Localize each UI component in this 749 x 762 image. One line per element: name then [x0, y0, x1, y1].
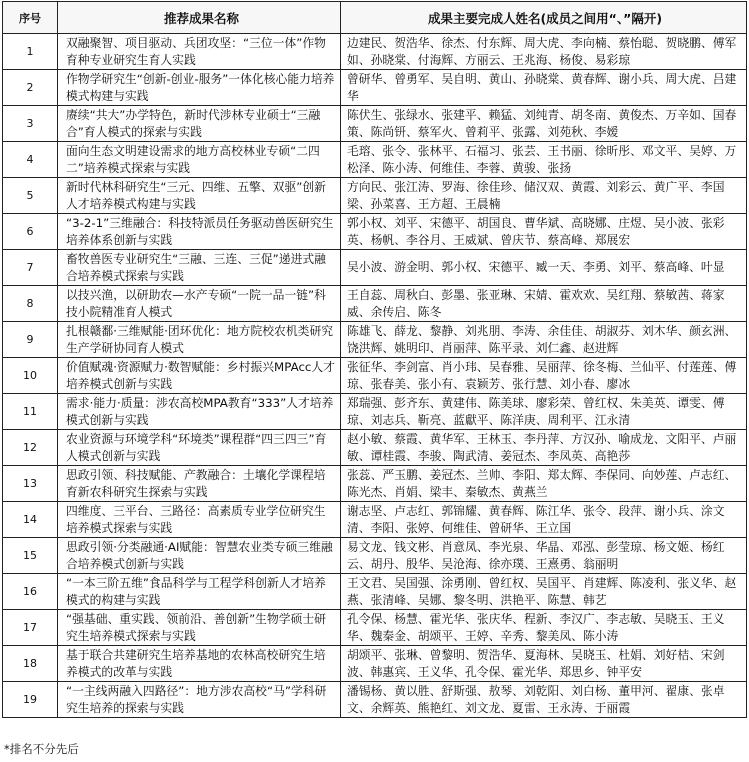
row-people: 张蕊、严玉鹏、姜冠杰、兰帅、李阳、郑太辉、李保同、向妙莲、卢志红、陈光杰、肖娟、梁丰、秦敏杰、黄燕兰	[347, 467, 737, 499]
table-row	[3, 358, 747, 394]
table-row	[3, 106, 747, 142]
row-number: 13	[23, 477, 37, 490]
table-row	[3, 466, 747, 502]
row-number: 14	[23, 513, 37, 526]
row-title: 需求·能力·质量：涉农高校MPA教育“333”人才培养模式创新与实践	[66, 395, 334, 427]
header-title: 推荐成果名称	[58, 2, 341, 34]
row-people: 王文君、吴国强、涂勇刚、曾红权、吴国平、肖建辉、陈凌利、张义华、赵燕、张清峰、吴娜、黎冬明、洪艳平、陈慧、韩艺	[347, 575, 737, 607]
row-title-cell	[58, 466, 341, 502]
row-number-cell	[3, 466, 58, 502]
row-number: 5	[26, 189, 34, 202]
table-row	[3, 610, 747, 646]
row-title-cell	[58, 358, 341, 394]
row-number: 3	[26, 117, 34, 130]
row-people: 胡颂平、张琳、曾黎明、贺浩华、夏海林、吴晓玉、杜娟、刘好桔、宋剑波、韩惠宾、王义华、孔令保、霍光华、郑思乡、钟平安	[347, 647, 725, 679]
table-row	[3, 322, 747, 358]
row-title-cell	[58, 286, 341, 322]
row-title-cell	[58, 610, 341, 646]
row-title: “强基础、重实践、领前沿、善创新”生物学硕士研究生培养模式探索与实践	[66, 611, 326, 643]
table-row	[3, 394, 747, 430]
row-number-cell	[3, 322, 58, 358]
row-number-cell	[3, 646, 58, 682]
row-people-cell	[341, 574, 747, 610]
row-title-cell	[58, 574, 341, 610]
table-row	[3, 142, 747, 178]
results-table	[2, 1, 747, 718]
row-people: 吴小波、游金明、郭小权、宋德平、臧一天、李勇、刘平、蔡高峰、叶显	[347, 260, 725, 274]
row-title: 面向生态文明建设需求的地方高校林业专硕“二四二”培养模式探索与实践	[66, 143, 320, 175]
row-number-cell	[3, 250, 58, 286]
row-title-cell	[58, 682, 341, 718]
row-number-cell	[3, 502, 58, 538]
row-number: 12	[23, 441, 37, 454]
row-number: 6	[26, 225, 34, 238]
row-number: 17	[23, 621, 37, 634]
row-people: 陈伏生、张绿水、张建平、赖猛、刘纯青、胡冬南、黄俊杰、万辛如、国春策、陈尚钘、蔡军火、曾莉平、张露、刘苑秋、李嫒	[347, 107, 737, 139]
row-title: “3-2-1”三维融合：科技特派员任务驱动兽医研究生培养体系创新与实践	[66, 215, 334, 247]
row-number-cell	[3, 610, 58, 646]
row-number: 10	[23, 369, 37, 382]
row-title-cell	[58, 106, 341, 142]
row-people: 王自蕊、周秋白、彭墨、张亚琳、宋婧、霍欢欢、吴红翔、蔡敏茜、蒋家威、余传启、陈冬	[347, 287, 725, 319]
row-title-cell	[58, 34, 341, 70]
row-people-cell	[341, 646, 747, 682]
row-title: 思政引领、科技赋能、产教融合：土壤化学课程培育新农科研究生探索与实践	[66, 467, 326, 499]
row-title: 基于联合共建研究生培养基地的农林高校研究生培养模式的改革与实践	[66, 647, 326, 679]
row-number: 16	[23, 585, 37, 598]
row-title: 四维度、三平台、三路径：高素质专业学位研究生培养模式探索与实践	[66, 503, 326, 535]
footnote: *排名不分先后	[4, 742, 79, 756]
row-people: 郑瑞强、彭齐东、黄建伟、陈美球、廖彩荣、曾红权、朱美英、谭雯、傅琼、刘志兵、靳亮、蓝獻平、陈洋庚、周利平、江永清	[347, 395, 725, 427]
row-title-cell	[58, 178, 341, 214]
row-number-cell	[3, 682, 58, 718]
row-people-cell	[341, 682, 747, 718]
table-row	[3, 250, 747, 286]
row-people-cell	[341, 502, 747, 538]
row-people-cell	[341, 358, 747, 394]
row-people: 陈雄飞、薛龙、黎静、刘兆朋、李涛、余佳佳、胡淑芬、刘木华、颜玄洲、饶洪辉、姚明印、肖丽萍、陈平录、刘仁鑫、赵进辉	[347, 323, 737, 355]
row-number-cell	[3, 178, 58, 214]
row-people-cell	[341, 178, 747, 214]
row-title: 思政引领·分类融通·AI赋能：智慧农业类专硕三维融合培养模式创新与实践	[66, 539, 333, 571]
header-people: 成果主要完成人姓名(成员之间用“、”隔开)	[341, 2, 747, 34]
row-people: 郭小权、刘平、宋德平、胡国良、曹华斌、高晓娜、庄煜、吴小波、张彩英、杨帆、李谷月、王威斌、曾庆节、蔡高峰、郑展宏	[347, 215, 725, 247]
row-title: 赓续“共大”办学特色，新时代涉林专业硕士“三融合”育人模式的探索与实践	[66, 107, 321, 139]
row-number-cell	[3, 70, 58, 106]
row-title: “一本三阶五维”食品科学与工程学科创新人才培养模式的构建与实践	[66, 575, 326, 607]
row-people-cell	[341, 286, 747, 322]
row-people: 谢志坚、卢志红、郭锦耀、黄春辉、陈江华、张令、段萍、谢小兵、涂文清、李阳、张婷、何维佳、曾研华、王立国	[347, 503, 725, 535]
row-number: 15	[23, 549, 37, 562]
row-number-cell	[3, 430, 58, 466]
row-people-cell	[341, 142, 747, 178]
row-title: 双融聚智、项目驱动、兵团攻坚：“三位一体”作物育种专业研究生育人实践	[66, 35, 326, 67]
row-number: 11	[23, 405, 37, 418]
row-people-cell	[341, 538, 747, 574]
row-people-cell	[341, 250, 747, 286]
table-row	[3, 682, 747, 718]
table-row	[3, 646, 747, 682]
row-people-cell	[341, 214, 747, 250]
row-number-cell	[3, 358, 58, 394]
row-title: “一主线两融入四路径”：地方涉农高校“马”学科研究生培养的探索与实践	[66, 683, 327, 715]
row-title-cell	[58, 70, 341, 106]
table-row	[3, 538, 747, 574]
row-number-cell	[3, 394, 58, 430]
table-body	[3, 34, 747, 718]
header-number: 序号	[3, 2, 58, 34]
row-number: 7	[26, 261, 34, 274]
row-people: 毛瑢、张令、张林平、石福习、张芸、王书丽、徐昕彤、邓文平、吴婷、万松泽、陈小涛、何维佳、李蓉、黄骏、张扬	[347, 143, 737, 175]
row-number: 4	[26, 153, 34, 166]
row-title-cell	[58, 250, 341, 286]
row-title: 作物学研究生“创新-创业-服务”一体化核心能力培养模式构建与实践	[66, 71, 335, 103]
row-people: 方向民、张江涛、罗海、徐佳珍、储汉双、黄霞、刘彩云、黄广平、李国梁、孙菜喜、王方超、王晨楠	[347, 179, 725, 211]
row-title-cell	[58, 538, 341, 574]
row-number: 9	[26, 333, 34, 346]
row-people-cell	[341, 322, 747, 358]
row-title-cell	[58, 646, 341, 682]
row-people: 潘锡杨、黄以胜、舒斯强、敖琴、刘乾阳、刘白杨、董甲河、翟康、张卓文、余辉英、熊艳红、刘文龙、夏雷、王永涛、于丽霞	[347, 683, 725, 715]
row-number-cell	[3, 142, 58, 178]
row-people: 边建民、贺浩华、徐杰、付东辉、周大虎、李向楠、蔡怡聪、贺晓鹏、傅军如、孙晓棠、付海辉、方丽云、王兆海、杨俊、易彩琼	[347, 35, 737, 67]
row-people-cell	[341, 394, 747, 430]
row-people: 赵小敏、蔡霞、黄华军、王林玉、李丹萍、方汉孙、喻成龙、文阳平、卢丽敏、谭桂霞、李骏、陶武清、姜冠杰、李凤英、高艳莎	[347, 431, 737, 463]
table-row	[3, 574, 747, 610]
row-title-cell	[58, 394, 341, 430]
row-number: 2	[26, 81, 34, 94]
row-title-cell	[58, 502, 341, 538]
row-title-cell	[58, 214, 341, 250]
table-header-row	[3, 2, 747, 34]
row-number: 19	[23, 693, 37, 706]
row-number: 8	[26, 297, 34, 310]
row-title: 新时代林科研究生“三元、四维、五擎、双驱”创新人才培养模式构建与实践	[66, 179, 326, 211]
table-row	[3, 34, 747, 70]
row-number: 18	[23, 657, 37, 670]
row-people-cell	[341, 106, 747, 142]
row-number-cell	[3, 538, 58, 574]
row-number-cell	[3, 106, 58, 142]
row-number-cell	[3, 286, 58, 322]
row-title-cell	[58, 430, 341, 466]
row-people: 易文龙、钱文彬、肖意凤、李光泉、华晶、邓泓、彭莹琼、杨文姬、杨红云、胡丹、殷华、吴沧海、徐亦璞、王熹勇、翁丽明	[347, 539, 725, 571]
table-row	[3, 214, 747, 250]
row-title: 价值赋魂·资源赋力·数智赋能：乡村振兴MPAcc人才培养模式创新与实践	[66, 359, 336, 391]
row-number-cell	[3, 574, 58, 610]
table-row	[3, 178, 747, 214]
table-row	[3, 430, 747, 466]
row-people: 曾研华、曾勇军、吴自明、黄山、孙晓棠、黄春辉、谢小兵、周大虎、吕建华	[347, 71, 737, 103]
row-title: 扎根赣鄱·三维赋能·团环优化：地方院校农机类研究生产学研协同育人模式	[66, 323, 334, 355]
row-number: 1	[26, 45, 34, 58]
row-people-cell	[341, 466, 747, 502]
row-title-cell	[58, 322, 341, 358]
table-row	[3, 502, 747, 538]
row-title: 畜牧兽医专业研究生“三融、三连、三促”递进式融合培养模式探索与实践	[66, 251, 326, 283]
row-title: 农业资源与环境学科“环境类”课程群“四三四三”育人模式创新与实践	[66, 431, 327, 463]
row-people: 张征华、李剑富、肖小玮、吴春雅、吴丽萍、徐冬梅、兰仙平、付莲莲、傅琼、张春美、张小有、袁颖芳、张行慧、刘小春、廖冰	[347, 359, 737, 391]
row-title-cell	[58, 142, 341, 178]
row-people-cell	[341, 610, 747, 646]
row-title: 以技兴渔，以研助农—水产专硕“一院一品一链”科技小院精准育人模式	[66, 287, 326, 319]
row-people: 孔令保、杨慧、霍光华、张庆华、程新、李汉广、李志敏、吴晓玉、王义华、魏秦金、胡颂平、王婷、辛秀、黎美凤、陈小涛	[347, 611, 725, 643]
row-people-cell	[341, 430, 747, 466]
row-people-cell	[341, 34, 747, 70]
table-row	[3, 70, 747, 106]
row-people-cell	[341, 70, 747, 106]
row-number-cell	[3, 214, 58, 250]
table-row	[3, 286, 747, 322]
row-number-cell	[3, 34, 58, 70]
